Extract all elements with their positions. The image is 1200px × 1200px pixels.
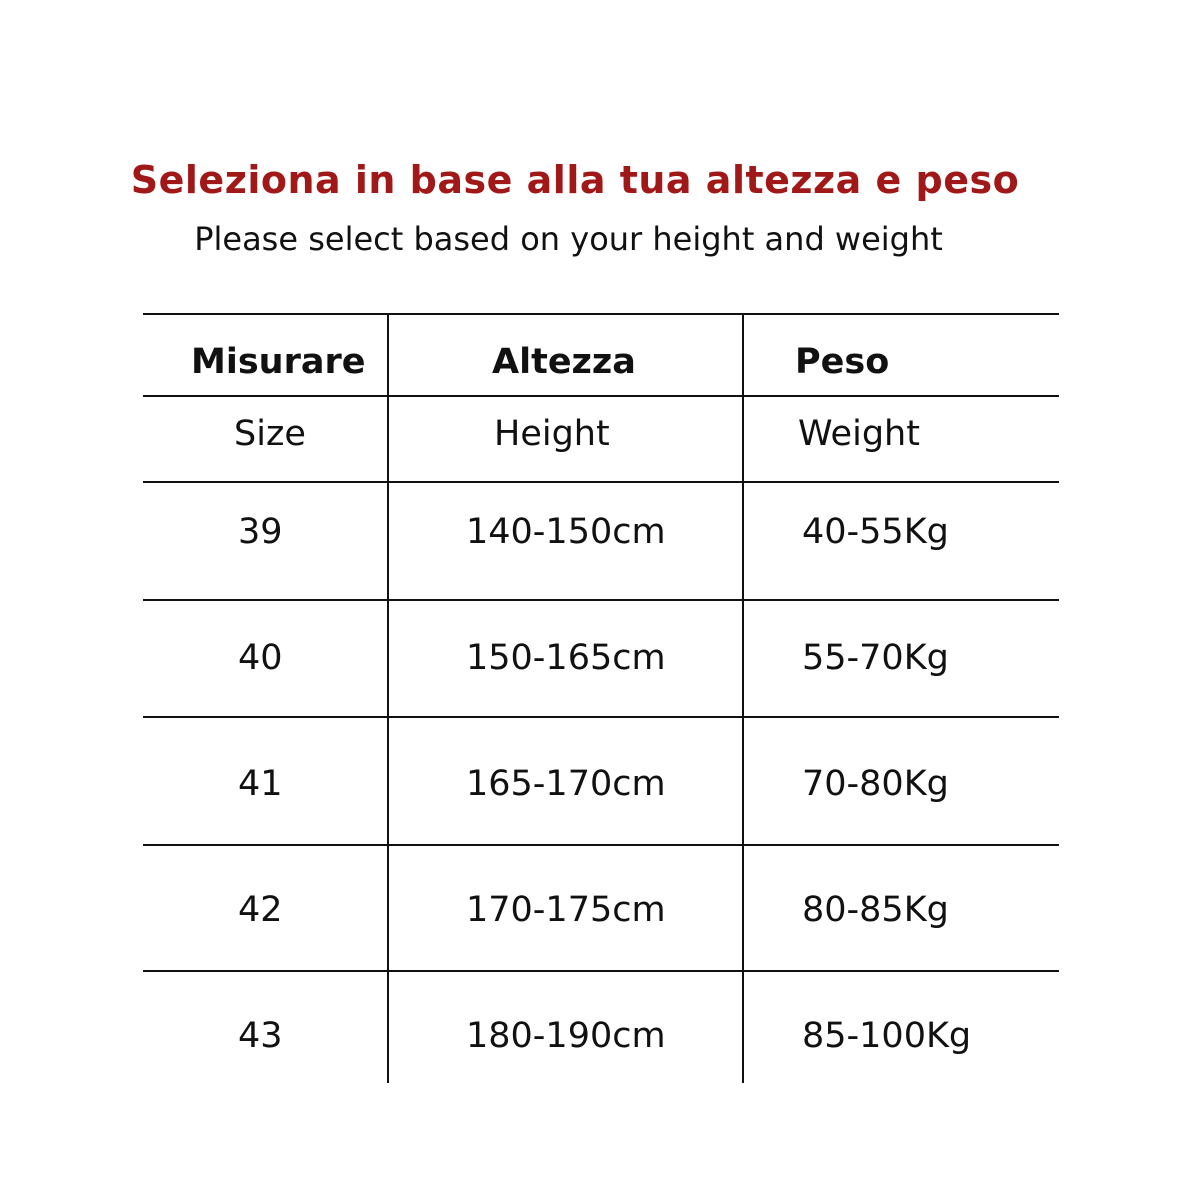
table-column-divider	[742, 313, 744, 1083]
table-cell-size: 43	[238, 1016, 283, 1056]
table-cell-height: 180-190cm	[466, 1016, 666, 1056]
table-cell-weight: 80-85Kg	[802, 890, 949, 930]
header-height-it: Altezza	[492, 342, 636, 382]
page-subtitle-english: Please select based on your height and weight	[194, 220, 943, 258]
page-title-italian: Seleziona in base alla tua altezza e peso	[130, 158, 1020, 202]
table-rule	[143, 716, 1059, 718]
size-chart-table	[143, 313, 1059, 1083]
table-rule	[143, 970, 1059, 972]
table-cell-size: 41	[238, 764, 283, 804]
table-rule	[143, 395, 1059, 397]
table-cell-height: 165-170cm	[466, 764, 666, 804]
table-cell-weight: 55-70Kg	[802, 638, 949, 678]
table-cell-size: 42	[238, 890, 283, 930]
table-cell-height: 140-150cm	[466, 512, 666, 552]
table-rule	[143, 599, 1059, 601]
table-cell-size: 40	[238, 638, 283, 678]
table-cell-weight: 70-80Kg	[802, 764, 949, 804]
table-cell-weight: 40-55Kg	[802, 512, 949, 552]
table-rule	[143, 844, 1059, 846]
header-size-en: Size	[234, 414, 306, 454]
table-cell-height: 150-165cm	[466, 638, 666, 678]
table-cell-weight: 85-100Kg	[802, 1016, 972, 1056]
table-cell-height: 170-175cm	[466, 890, 666, 930]
table-rule-top	[143, 313, 1059, 315]
table-cell-size: 39	[238, 512, 283, 552]
header-size-it: Misurare	[191, 342, 366, 382]
table-rule	[143, 481, 1059, 483]
header-weight-it: Peso	[795, 342, 890, 382]
header-weight-en: Weight	[798, 414, 920, 454]
header-height-en: Height	[494, 414, 610, 454]
table-column-divider	[387, 313, 389, 1083]
